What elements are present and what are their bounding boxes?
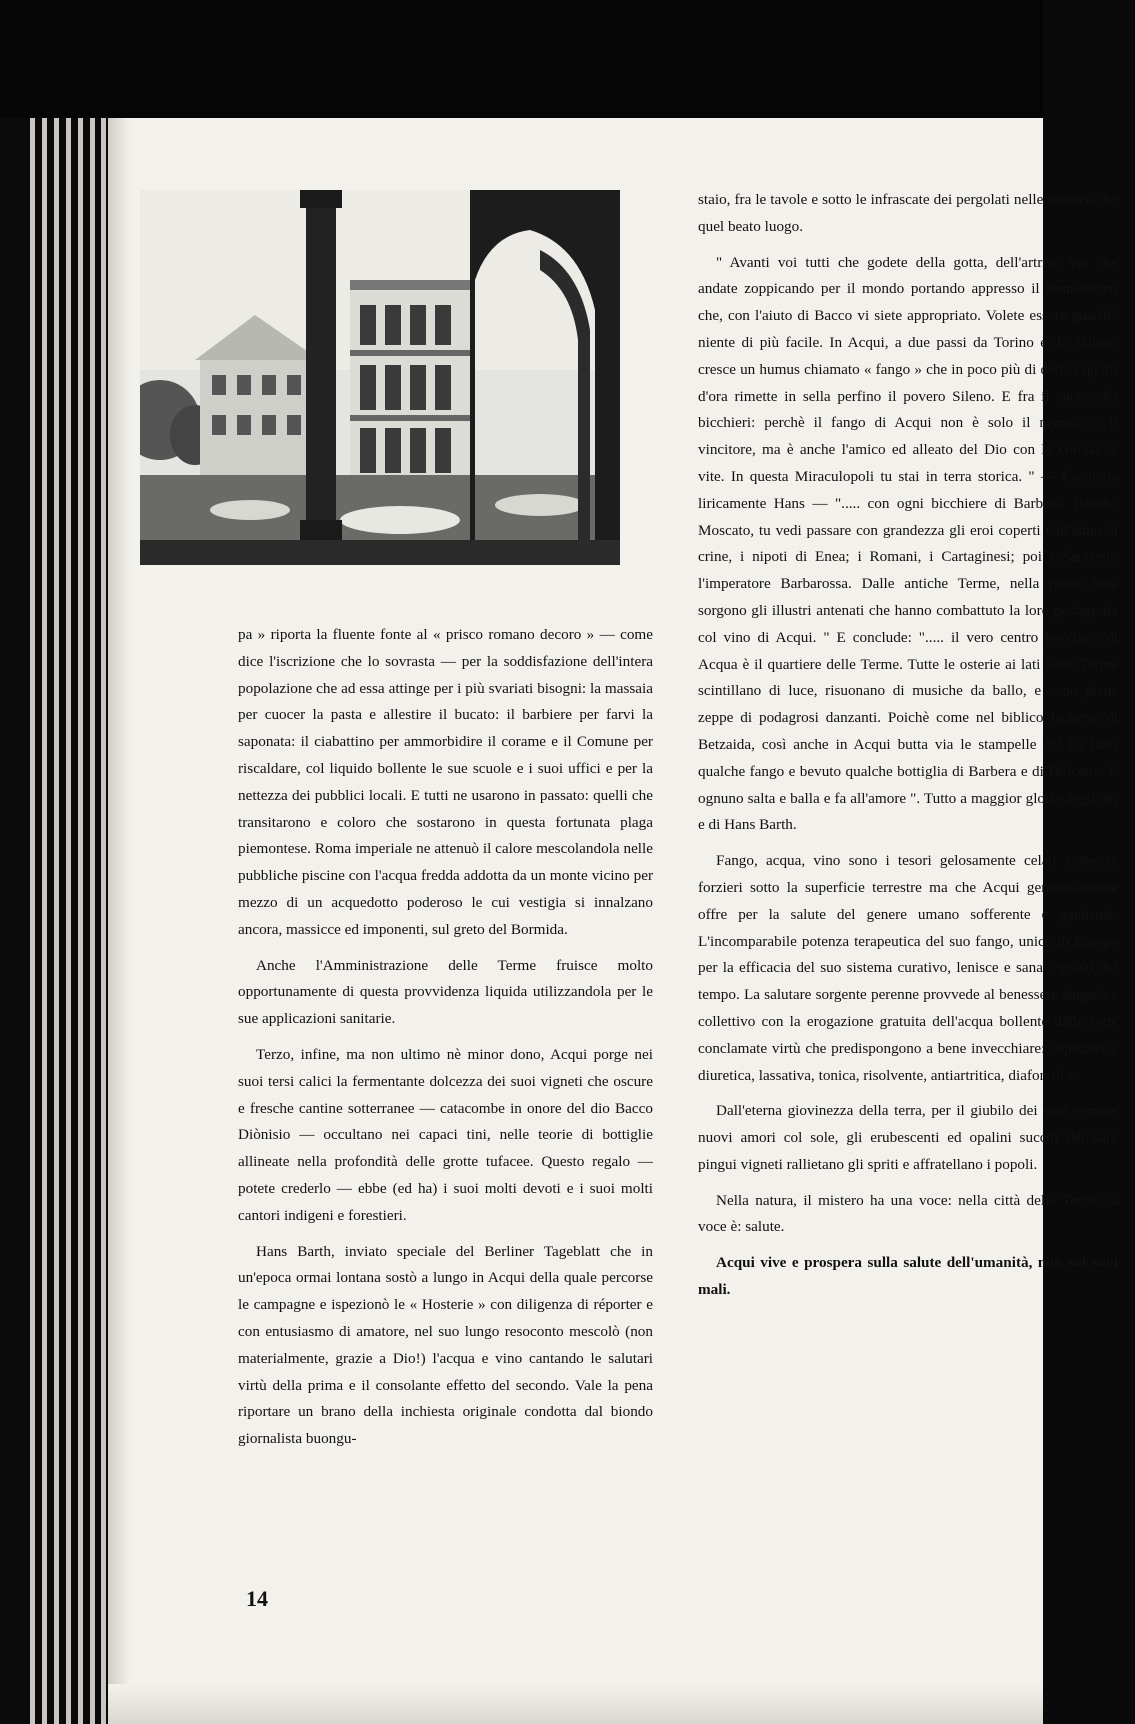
paragraph-right-5: Nella natura, il mistero ha una voce: nella città delle Terme la voce è: salute. [698,1191,1118,1236]
top-black-band [0,0,1135,120]
paragraph-left-1: pa » riporta la fluente fonte al « prisco romano decoro » — come dice l'iscrizione che lo sovrasta — per la soddisfazione dell'intera popolazione che ad essa attinge per i più svariati bisogni: la massaia per cuocer la pasta e allestire il bucato: il barbiere per farvi la saponata: il ciabattino per ammorbidire il corame e il Comune per riscaldare, col liquido bollente le sue scuole e i suoi uffici e per la nettezza dei pubblici locali. E tutti ne usarono in passato: quelli che transitarono e coloro che sostarono in questa fortunata plaga piemontese. Roma imperiale ne attenuò il calore mescolandola nelle pubbliche piscine con l'acqua fredda addotta da un monte vicino per mezzo di un acquedotto poderoso le cui vestigia si innalzano ancora, massicce ed imponenti, sul greto del Bormida. [238,626,653,938]
paragraph-right-6: Acqui vive e prospera sulla salute dell'umanità, non sui suoi mali. [698,1254,1118,1299]
paragraph-right-3: Fango, acqua, vino sono i tesori gelosamente celati come in forzieri sotto la superficie terrestre ma che Acqui generosamente offre per la salute del genere umano sofferente e gaudente. L'incomparabile potenza terapeutica del suo fango, unico in Europa per la efficacia del suo sistema curativo, lenisce e sana i guasti del tempo. La salutare sorgente perenne provvede al benessere singolo e collettivo con la erogazione gratuita dell'acqua bollente dalle sette conclamate virtù che predispongono a bene invecchiare: depurativa, diuretica, lassativa, tonica, risolvente, antiartritica, diaforetica. [698,852,1118,1084]
paragraph-right-1: staio, fra le tavole e sotto le infrascate dei pergolati nelle trattorie dei quel beato luogo. [698,191,1118,235]
page-number: 14 [246,1586,268,1611]
photo-terme-arcade [140,190,620,565]
text-column-right [698,187,1118,1313]
paragraph-left-2: Anche l'Amministrazione delle Terme fruisce molto opportunamente di questa provvidenza liquida utilizzandola per le sue applicazioni sanitarie. [238,956,653,1028]
text-column-left [238,622,653,1462]
paragraph-left-4: Hans Barth, inviato speciale del Berliner Tageblatt che in un'epoca ormai lontana sostò a lungo in Acqui della quale percorse le campagne e ispezionò le « Hosterie » con diligenza di réporter e con entusiasmo di amatore, nel suo lungo resoconto mescolò (non materialmente, grazie a Dio!) l'acqua e vino cantando le salutari virtù della prima e il consolante effetto del secondo. Vale la pena riportare un brano della inchiesta originale condotta dal biondo giornalista buongu- [238,1242,653,1448]
page-stack-edges [0,118,112,1724]
paragraph-left-3: Terzo, infine, ma non ultimo nè minor dono, Acqui porge nei suoi tersi calici la fermentante dolcezza dei suoi vigneti che oscure e fresche cantine sotterranee — catacombe in onore del dio Bacco Diònisio — occultano nei capaci tini, nelle teorie di bottiglie allineate nella profondità delle grotte tufacee. Questo regalo — potete crederlo — ebbe (ed ha) i suoi molti devoti e i suoi molti cantori indigeni e forestieri. [238,1045,653,1224]
paragraph-right-2: " Avanti voi tutti che godete della gotta, dell'artrite, voi che andate zoppicando per il mondo portando appresso il reumatismo che, con l'aiuto di Bacco vi siete appropriato. Volete essere guariti? niente di più facile. In Acqui, a due passi da Torino e da Milano cresce un humus chiamato « fango » che in poco più di dodici quarti d'ora rimette in sella perfino il povero Sileno. E fra il suono dei bicchieri: perchè il fango di Acqui non è solo il nemico o il vincitore, ma è anche l'amico ed alleato del Dio con la corona di vite. In questa Miraculopoli tu stai in terra storica. " — Continua liricamente Hans — "..... con ogni bicchiere di Barbera, Barolo, Moscato, tu vedi passare con grandezza gli eroi coperti dall'elmo di crine, i nipoti di Enea; i Romani, i Cartaginesi; poi i Saraceni, l'imperatore Barbarossa. Dalle antiche Terme, nella piena luna sorgono gli illustri antenati che hanno combattuto la loro podagretta col vino di Acqui. " E conclude: "..... il vero centro bacchico di Acqua è il quartiere delle Terme. Tutte le osterie ai lati delle Terme scintillano di luce, risuonano di musiche da ballo, e sono piene zeppe di podagrosi danzanti. Poichè come nel biblico laghetto di Betzaida, così anche in Acqui butta via le stampelle chi ha fatto qualche fango e bevuto qualche bottiglia di Barbera e di Dolcetto. E ognuno salta e balla e fa all'amore ". Tutto a maggior gloria degli dei e di Hans Barth. [698,253,1118,834]
photo-illustration [140,190,620,565]
paragraph-right-4: Dall'eterna giovinezza della terra, per il giubilo dei suoi sempre nuovi amori col sole, gli erubescenti ed opalini succhi dei suoi pingui vigneti rallietano gli spriti e affratellano i popoli. [698,1102,1118,1173]
